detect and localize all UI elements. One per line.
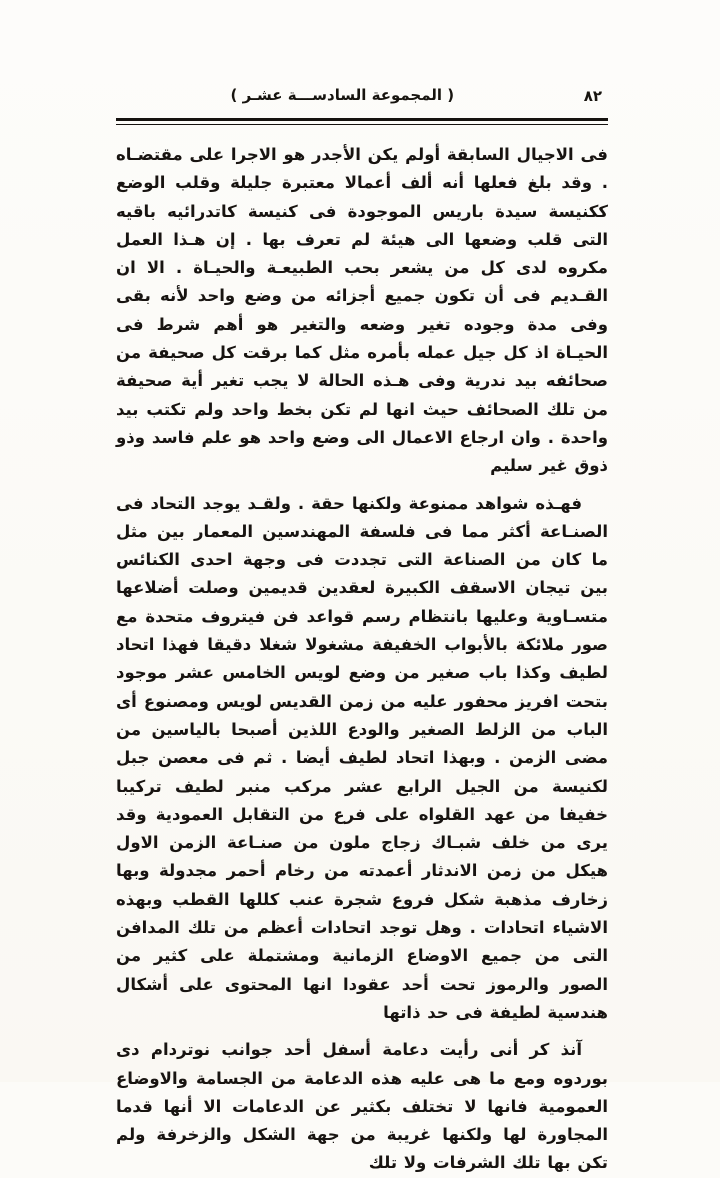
page-number: ٨٢ [583,87,602,105]
paragraph-2: فهـذه شواهد ممنوعة ولكنها حقة . ولقـد يوجد التحاد فى الصنـاعة أكثر مما فى فلسفة المهندسين المعمار بين مثل ما كان من الصناعة التى تجددت فى وجهة احدى الكنائس بين تيجان الاسقف الكبيرة لعقدين قديمين وصلت أضلاعها متسـاوية وعليها بانتظام رسم قواعد فن فيتروف متحدة مع صور ملائكة بالأبواب الخفيفة مشغولا شغلا دقيقا فهذا اتحاد لطيف وكذا باب صغير من وضع لويس الخامس عشر موجود بتحت افريز محفور عليه من زمن القديس لويس ومصنوع أى الباب من الزلط الصغير والودع اللذين أصبحا بالياسين من مضى الزمن . وبهذا اتحاد لطيف أيضا . ثم فى معصن جبل لكنيسة من الجيل الرابع عشر مركب منبر لطيف تركيبا خفيفا من عهد القلواه على فرع من التقابل العمودية وقد يرى من خلف شبـاك زجاج ملون من صنـاعة الزمن الاول هيكل من زمن الاندثار أعمدته من رخام أحمر مجدولة وبها زخارف مذهبة شكل فروع شجرة عنب كللها القطب وبهذه الاشياء اتحادات . وهل توجد اتحادات أعظم من تلك المدافن التى من جميع الاوضاع الزمانية ومشتملة على كثير من الصور والرموز تحت أحد عقودا انها المحتوى على أشكال هندسية لطيفة فى حد ذاتها [116,493,608,1022]
page-content [116,84,608,1178]
running-header-title: ( المجموعة السادســـة عشـر ) [230,86,455,104]
header-rule-thick [116,118,608,121]
paragraph-1: فى الاجيال السابقة أولم يكن الأجدر هو الاجرا على مقتضـاه . وقد بلغ فعلها أنه ألف أعمالا معتبرة جليلة وقلب الوضع ككنيسة سيدة باريس الموجودة فى كنيسة كاتدرائيه باقيه التى قلب وضعها الى هيئة لم تعرف بها . إن هـذا العمل مكروه لدى كل من يشعر بحب الطبيعـة والحيـاة . الا ان القـديم فى أن تكون جميع أجزائه من وضع واحد لأنه بقى وفى مدة وجوده تغير وضعه والتغير هو أهم شرط فى الحيـاة اذ كل جيل عمله بأمره مثل كما برقت كل صحيفة من صحائفه بيد ندرية وفى هـذه الحالة لا يجب تغير أية صحيفة من تلك الصحائف حيث انها لم تكن بخط واحد ولم تكتب بيد واحدة . وان ارجاع الاعمال الى وضع واحد هو علم فاسد وذو ذوق غير سليم [116,145,608,476]
header-rule [116,118,608,125]
page-body [116,141,608,1178]
page-header [116,84,608,112]
paragraph-3: آنذ كر أنى رأيت دعامة أسفل أحد جوانب نوتردام دى بوردوه ومع ما هى عليه هذه الدعامة من الجسامة والاوضاع العمومية فانها لا تختلف بكثير عن الدعامات الا أنها قدما المجاورة لها ولكنها غريبة من جهة الشكل والزخرفة ولم تكن بها تلك الشرفات ولا تلك [116,1040,608,1173]
header-rule-thin [116,124,608,125]
